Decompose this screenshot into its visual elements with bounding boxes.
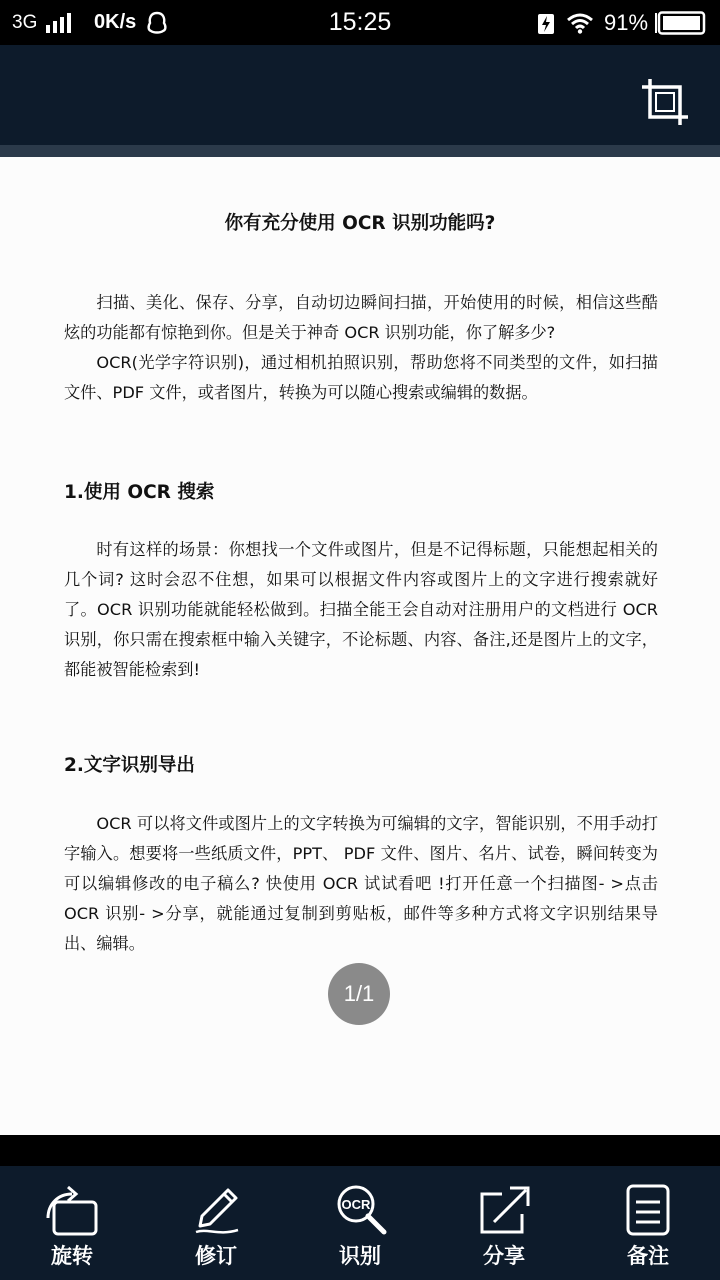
rotate-icon [44,1182,100,1238]
notes-label: 备注 [627,1244,669,1268]
section-1-heading: 1.使用 OCR 搜索 [64,482,215,503]
recognize-label: 识别 [339,1244,381,1268]
intro-paragraph-1: 扫描、美化、保存、分享，自动切边瞬间扫描，开始使用的时候，相信这些酷炫的功能都有惊艳到你。但是关于神奇 OCR 识别功能，你了解多少? [64,293,658,342]
recognize-button[interactable] [288,1166,432,1280]
share-icon [476,1182,532,1238]
section-2-body: OCR 可以将文件或图片上的文字转换为可编辑的文字，智能识别，不用手动打字输入。想要将一些纸质文件，PPT、 PDF 文件、图片、名片、试卷，瞬间转变为可以编辑修改的电子稿么? 快使用 OCR 试试看吧 !打开任意一个扫描图- >点击 OCR 识别- >分享，就能通过复制到剪贴板，邮件等多种方式将文字识别结果导出、编辑。 [64,814,658,953]
crop-icon[interactable] [640,77,690,127]
network-type: 3G [12,12,38,33]
rotate-label: 旋转 [51,1244,93,1268]
header-divider [0,145,720,157]
battery-icon [654,11,706,35]
document-page[interactable] [0,157,720,1135]
charging-icon [538,12,554,34]
network-speed: 0K/s [94,11,137,33]
notes-button[interactable] [576,1166,720,1280]
clock: 15:25 [328,8,392,36]
share-button[interactable] [432,1166,576,1280]
rotate-button[interactable] [0,1166,144,1280]
page-indicator: 1/1 [328,963,390,1025]
app-header [0,45,720,145]
battery-percentage: 91% [604,10,649,35]
status-bar [0,0,720,45]
section-1-body: 时有这样的场景：你想找一个文件或图片，但是不记得标题，只能想起相关的几个词? 这时会忍不住想，如果可以根据文件内容或图片上的文字进行搜索就好了。OCR 识别功能就能轻松做到。扫描全能王会自动对注册用户的文档进行 OCR 识别，你只需在搜索框中输入关键字，不论标题、内容、备注,还是图片上的文字，都能被智能检索到! [64,540,658,679]
pen-icon [188,1182,244,1238]
share-label: 分享 [483,1244,525,1268]
bottom-toolbar [0,1166,720,1280]
ocr-search-icon [332,1182,388,1238]
revise-label: 修订 [195,1244,237,1268]
notes-icon [620,1182,676,1238]
intro-paragraph-2: OCR(光学字符识别)，通过相机拍照识别，帮助您将不同类型的文件，如扫描文件、PDF 文件，或者图片，转换为可以随心搜索或编辑的数据。 [64,353,658,402]
ocr-icon-text: OCR [341,1197,371,1212]
revise-button[interactable] [144,1166,288,1280]
document-title: 你有充分使用 OCR 识别功能吗? [224,213,496,234]
wifi-icon [566,12,594,34]
section-2-heading: 2.文字识别导出 [64,755,195,776]
